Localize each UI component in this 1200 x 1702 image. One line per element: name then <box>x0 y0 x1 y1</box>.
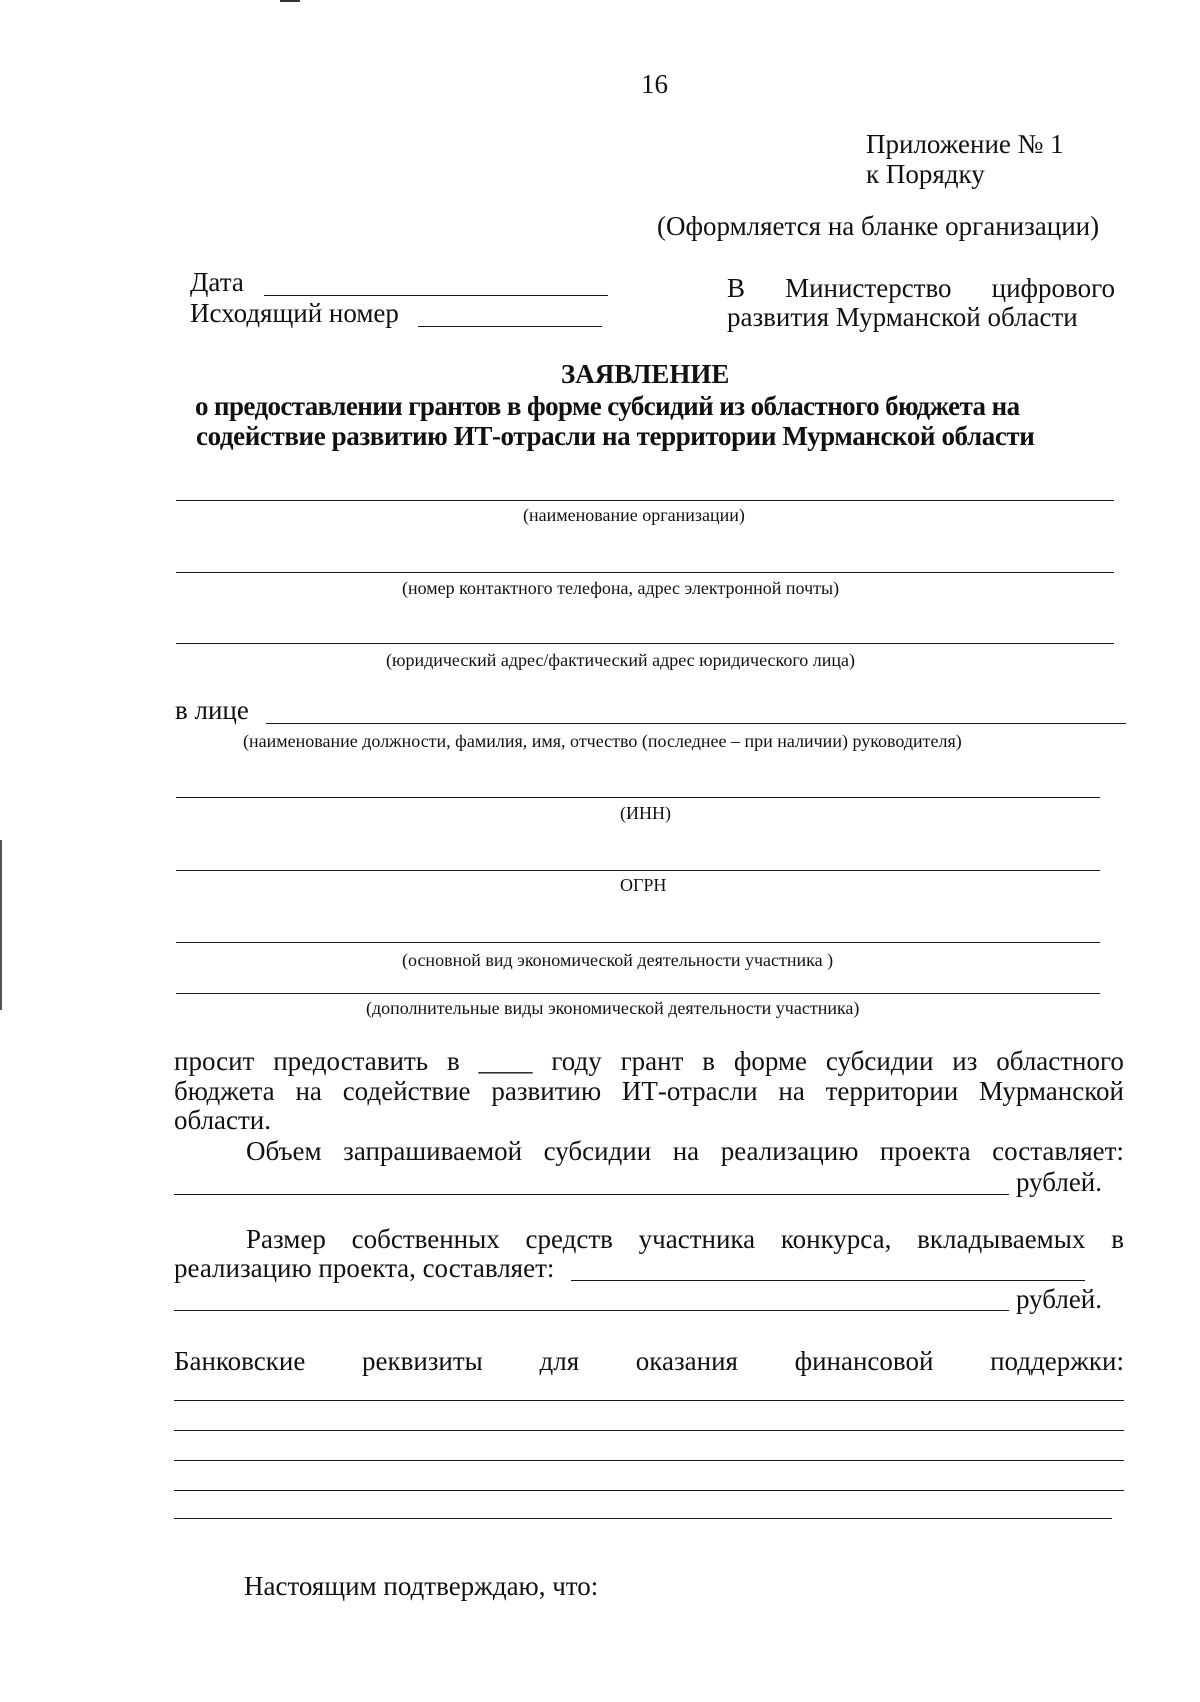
ogrn-line[interactable] <box>176 870 1100 871</box>
main-activity-caption: (основной вид экономической деятельности участника ) <box>402 950 834 970</box>
contacts-line[interactable] <box>176 572 1114 573</box>
org-name-line[interactable] <box>176 500 1114 501</box>
head-caption: (наименование должности, фамилия, имя, отчество (последнее – при наличии) руководителя) <box>243 731 962 751</box>
address-line[interactable] <box>176 643 1114 644</box>
word: областного <box>996 1046 1124 1076</box>
word: просит <box>174 1046 255 1076</box>
word: для <box>539 1346 580 1376</box>
own-funds-line-a[interactable] <box>571 1280 1085 1281</box>
word: финансовой <box>794 1346 934 1376</box>
request-line-2 <box>174 1076 1124 1107</box>
word: в <box>702 1046 716 1076</box>
word: Объем <box>246 1136 322 1166</box>
addressee-word: Министерство <box>785 273 952 303</box>
own-funds-line-1 <box>246 1224 1124 1255</box>
word: запрашиваемой <box>343 1136 523 1166</box>
bank-line-3[interactable] <box>174 1460 1124 1461</box>
word: бюджета <box>174 1076 275 1106</box>
bank-line-4[interactable] <box>174 1490 1124 1491</box>
word: ИТ-отрасли <box>621 1076 758 1106</box>
word: году <box>551 1046 602 1076</box>
word: составляет: <box>992 1136 1124 1166</box>
year-blank[interactable]: ____ <box>478 1046 533 1076</box>
own-funds-unit: рублей. <box>1016 1284 1103 1314</box>
word: Размер <box>246 1224 326 1254</box>
bank-line-2[interactable] <box>174 1430 1124 1431</box>
word: субсидии <box>543 1136 652 1166</box>
document-subtitle-line-2: содействие развитию ИТ-отрасли на территории Мурманской области <box>196 421 1035 451</box>
word: в <box>446 1046 460 1076</box>
scan-artifact-top <box>280 0 300 2</box>
scan-artifact-left-edge <box>0 840 2 1010</box>
extra-activity-caption: (дополнительные виды экономической деятельности участника) <box>366 998 860 1018</box>
word: Банковские <box>174 1346 306 1376</box>
word: субсидии <box>825 1046 934 1076</box>
addressee-line-1 <box>727 273 1115 304</box>
word: реализацию <box>720 1136 859 1166</box>
word: грант <box>620 1046 684 1076</box>
word: конкурса, <box>780 1224 892 1254</box>
appendix-line-2: к Порядку <box>866 159 985 189</box>
outgoing-number-label: Исходящий номер <box>190 298 399 328</box>
extra-activity-line[interactable] <box>176 993 1100 994</box>
word: в <box>1111 1224 1124 1254</box>
volume-line <box>246 1136 1124 1167</box>
addressee-line-2: развития Мурманской области <box>727 302 1078 332</box>
bank-line-5[interactable] <box>174 1518 1112 1519</box>
org-name-caption: (наименование организации) <box>523 505 745 525</box>
addressee-word: В <box>727 273 746 303</box>
document-subtitle-line-1: о предоставлении грантов в форме субсидий из областного бюджета на <box>195 391 1020 421</box>
word: развитию <box>491 1076 602 1106</box>
word: вкладываемых <box>917 1224 1086 1254</box>
own-funds-line-b[interactable] <box>174 1310 1009 1311</box>
bank-line-1[interactable] <box>174 1400 1124 1401</box>
request-line-1 <box>174 1046 1124 1077</box>
document-title: ЗАЯВЛЕНИЕ <box>561 359 730 389</box>
ogrn-caption: ОГРН <box>620 875 667 895</box>
volume-amount-line[interactable] <box>174 1194 1009 1195</box>
page-number: 16 <box>641 69 668 99</box>
main-activity-line[interactable] <box>176 942 1100 943</box>
word: форме <box>733 1046 808 1076</box>
date-label: Дата <box>190 267 244 297</box>
word: проекта <box>879 1136 971 1166</box>
word: территории <box>825 1076 959 1106</box>
word: средств <box>525 1224 613 1254</box>
date-line[interactable] <box>264 295 608 296</box>
volume-unit: рублей. <box>1016 1167 1103 1197</box>
contacts-caption: (номер контактного телефона, адрес электронной почты) <box>402 578 840 598</box>
word: реквизиты <box>361 1346 483 1376</box>
inn-line[interactable] <box>176 797 1100 798</box>
letterhead-note: (Оформляется на бланке организации) <box>657 211 1100 241</box>
own-funds-line-2: реализацию проекта, составляет: <box>174 1253 555 1283</box>
bank-label-line <box>174 1346 1124 1377</box>
word: оказания <box>635 1346 738 1376</box>
outgoing-number-line[interactable] <box>418 326 602 327</box>
word: поддержки: <box>990 1346 1124 1376</box>
word: на <box>778 1076 805 1106</box>
in-person-label: в лице <box>175 695 249 725</box>
word: на <box>672 1136 700 1166</box>
word: Мурманской <box>978 1076 1124 1106</box>
word: на <box>295 1076 322 1106</box>
inn-caption: (ИНН) <box>620 803 671 823</box>
word: из <box>952 1046 978 1076</box>
request-line-3: области. <box>174 1105 272 1135</box>
word: содействие <box>342 1076 471 1106</box>
head-line[interactable] <box>266 723 1126 724</box>
appendix-line-1: Приложение № 1 <box>866 129 1064 159</box>
word: собственных <box>351 1224 500 1254</box>
addressee-word: цифрового <box>991 273 1115 303</box>
address-caption: (юридический адрес/фактический адрес юридического лица) <box>386 650 856 670</box>
confirm-text: Настоящим подтверждаю, что: <box>244 1571 599 1601</box>
word: предоставить <box>273 1046 429 1076</box>
word: участника <box>638 1224 756 1254</box>
